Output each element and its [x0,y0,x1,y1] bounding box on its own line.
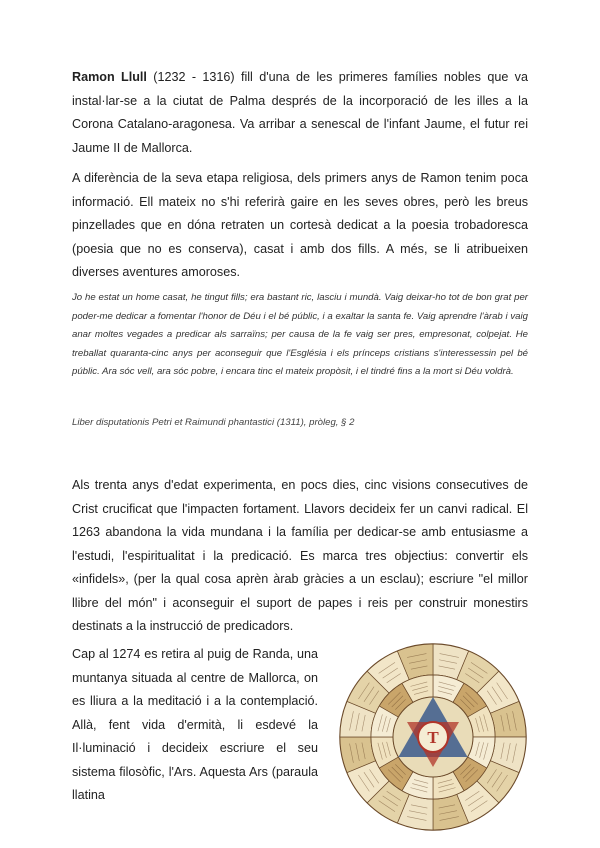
paragraph-early-life: A diferència de la seva etapa religiosa, dels primers anys de Ramon tenim poca informació. Ell mateix no s'hi referirà gaire en les seves obres, però les breus pinzellades que en dóna retraten un cortesà dedicat a la poesia trobadoresca (poesia que no es conserva), casat i amb dos fills. A més, se li atribueixen diverses aventures amoroses. [72,171,528,279]
paragraph-conversion: Als trenta anys d'edat experimenta, en pocs dies, cinc visions consecutives de Crist crucificat que l'impacten fortament. Llavors decideix fer un canvi radical. El 1263 abandona la vida mundana i la família per dedicar-se amb entusiasme a l'estudi, l'espiritualitat i la predicació. Es marca tres objectius: convertir els «infidels», (per la qual cosa aprèn àrab gràcies a un esclau); escriure "el millor llibre del món" i aconseguir el suport de papes i reis per construir monestirs destinats a la instrucció de predicadors. [72,478,528,633]
ars-wheel-illustration [338,642,528,832]
ars-wheel-figure [338,642,528,832]
block-quote: Jo he estat un home casat, he tingut fills; era bastant ric, lasciu i mundà. Vaig deixar-ho tot de bon grat per poder-me dedicar a fomentar l'honor de Déu i el bé públic, i a exaltar la santa fe. Vaig aprendre l'àrab i vaig anar moltes vegades a predicar als sarraïns; per causa de la fe vaig ser pres, empresonat, colpejat. He treballat quaranta-cinc anys per aconseguir que l'Església i els prínceps cristians s'interessessin pel bé públic. Ara sóc vell, ara sóc pobre, i encara tinc el mateix propòsit, i el tindré fins a la mort si Déu voldrà. [72,292,528,378]
wheel-center-letter: T [427,728,439,747]
intro-text: (1232 - 1316) fill d'una de les primeres famílies nobles que va instal·lar-se a la ciutat de Palma després de la incorporació de les illes a la Corona Catalano-aragonesa. Va arribar a senescal de l'infant Jaume, el futur rei Jaume II de Mallorca. [72,70,528,155]
quote-citation: Liber disputationis Petri et Raimundi phantastici (1311), pròleg, § 2 [72,417,355,428]
paragraph-randa: Cap al 1274 es retira al puig de Randa, una muntanya situada al centre de Mallorca, on es lliura a la meditació i a la contemplació. Allà, fent vida d'ermità, li esdevé la Il·luminació i decideix escriure el seu sistema filosòfic, l'Ars. Aquesta Ars (paraula llatina [72,647,318,802]
person-name: Ramon Llull [72,70,147,84]
paragraph-intro [72,66,528,160]
